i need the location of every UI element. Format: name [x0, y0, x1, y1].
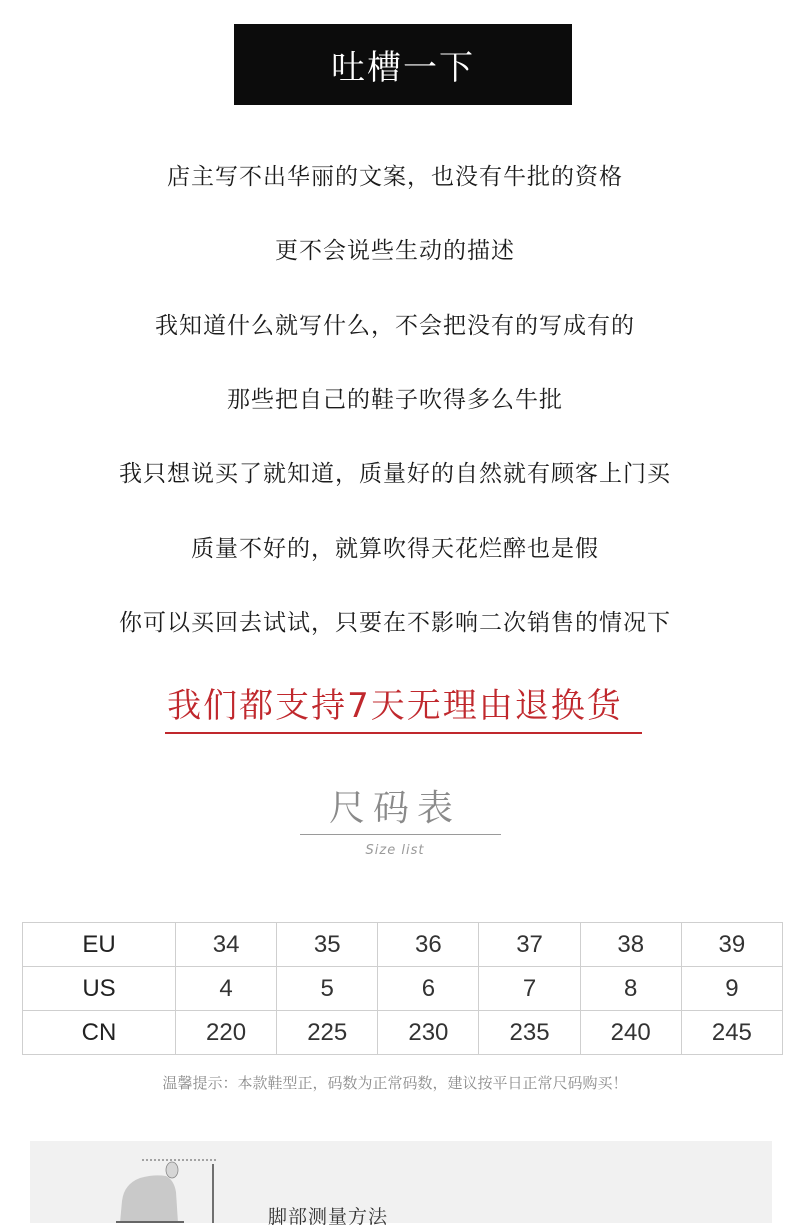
size-cell: 34	[176, 923, 277, 967]
row-label: US	[23, 967, 176, 1011]
highlight-underline	[165, 732, 642, 734]
row-label: EU	[23, 923, 176, 967]
size-cell: 39	[681, 923, 782, 967]
section-title-banner	[234, 24, 572, 105]
size-table	[22, 922, 783, 1055]
size-cell: 6	[378, 967, 479, 1011]
size-cell: 9	[681, 967, 782, 1011]
size-cell: 240	[580, 1011, 681, 1055]
size-cell: 230	[378, 1011, 479, 1055]
size-cell: 35	[277, 923, 378, 967]
size-cell: 235	[479, 1011, 580, 1055]
size-cell: 4	[176, 967, 277, 1011]
paragraph-line: 你可以买回去试试，只要在不影响二次销售的情况下	[119, 610, 671, 636]
foot-measure-icon	[110, 1156, 220, 1223]
paragraph-line: 我只想说买了就知道，质量好的自然就有顾客上门买	[119, 461, 671, 487]
size-chart-title: 尺码表	[328, 788, 461, 829]
paragraph-line: 质量不好的，就算吹得天花烂醉也是假	[191, 536, 599, 562]
paragraph-line: 那些把自己的鞋子吹得多么牛批	[227, 387, 563, 413]
paragraph-line: 更不会说些生动的描述	[275, 238, 515, 264]
paragraph-line: 我知道什么就写什么，不会把没有的写成有的	[155, 313, 635, 339]
size-cell: 245	[681, 1011, 782, 1055]
sizing-tip: 温馨提示：本款鞋型正，码数为正常码数，建议按平日正常尺码购买！	[162, 1074, 628, 1092]
measurement-title: 脚部测量方法	[268, 1206, 389, 1228]
table-row	[23, 1011, 783, 1055]
size-cell: 225	[277, 1011, 378, 1055]
size-cell: 8	[580, 967, 681, 1011]
paragraph-line: 店主写不出华丽的文案，也没有牛批的资格	[167, 164, 623, 190]
size-chart-divider	[300, 834, 501, 835]
table-row	[23, 923, 783, 967]
size-chart-subtitle: Size list	[365, 843, 425, 858]
return-policy-highlight: 我们都支持7天无理由退换货	[167, 686, 623, 726]
size-cell: 220	[176, 1011, 277, 1055]
size-cell: 37	[479, 923, 580, 967]
size-cell: 36	[378, 923, 479, 967]
row-label: CN	[23, 1011, 176, 1055]
section-title: 吐槽一下	[331, 48, 475, 88]
size-cell: 5	[277, 967, 378, 1011]
size-cell: 7	[479, 967, 580, 1011]
table-row	[23, 967, 783, 1011]
size-cell: 38	[580, 923, 681, 967]
